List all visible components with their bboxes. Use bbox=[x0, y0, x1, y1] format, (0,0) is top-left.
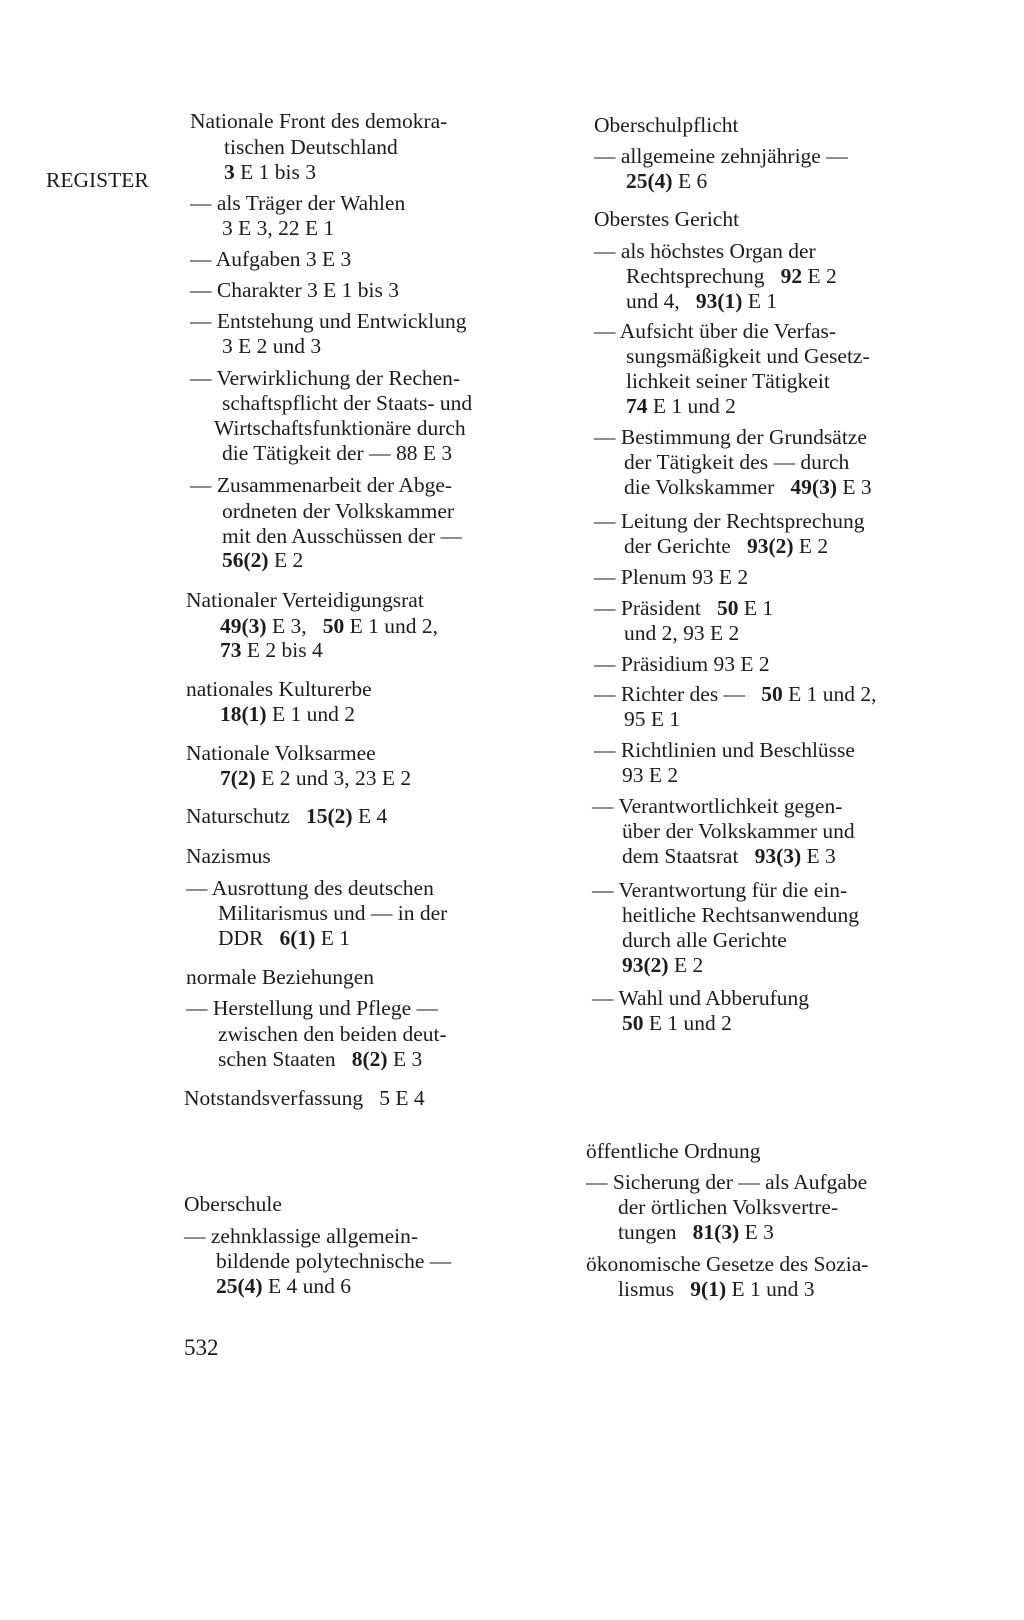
subentry: — Leitung der Rechtsprechung bbox=[594, 509, 865, 533]
ref-bold: 49(3) bbox=[220, 614, 267, 638]
entry-reference bbox=[626, 171, 707, 193]
ref-bold: 73 bbox=[220, 638, 242, 662]
entry-heading: Oberstes Gericht bbox=[594, 207, 740, 231]
ref-text: DDR bbox=[218, 926, 280, 950]
subentry bbox=[594, 684, 876, 706]
entry-heading: Nationale Front des demokra- bbox=[190, 109, 448, 133]
ref-text: E 1 und 2 bbox=[647, 394, 736, 418]
ref-text: E 1 bbox=[315, 926, 350, 950]
ref-text: E 1 bbox=[742, 289, 778, 313]
subentry: — zehnklassige allgemein- bbox=[184, 1224, 419, 1248]
ref-bold: 9(1) bbox=[690, 1277, 727, 1301]
subentry: — Zusammenarbeit der Abge- bbox=[190, 473, 453, 497]
subentry-cont: lichkeit seiner Tätigkeit bbox=[626, 369, 830, 393]
ref-bold: 3 bbox=[224, 160, 235, 184]
entry-heading: Nationaler Verteidigungsrat bbox=[186, 588, 424, 612]
entry-reference bbox=[626, 396, 736, 418]
ref-text: Rechtsprechung bbox=[626, 264, 781, 288]
entry-reference bbox=[622, 846, 836, 868]
ref-text: E 3 bbox=[739, 1220, 774, 1244]
ref-text: der Gerichte bbox=[624, 534, 747, 558]
subentry-cont: 95 E 1 bbox=[624, 707, 681, 731]
subentry-cont: durch alle Gerichte bbox=[622, 928, 787, 952]
subentry-cont: mit den Ausschüssen der — bbox=[222, 524, 463, 548]
subentry-cont: der Tätigkeit des — durch bbox=[624, 450, 850, 474]
ref-text: E 1 und 2, bbox=[782, 682, 877, 706]
ref-text: E 1 und 2 bbox=[643, 1011, 732, 1035]
subentry-cont: Militarismus und — in der bbox=[218, 901, 448, 925]
entry-heading bbox=[184, 1088, 425, 1110]
ref-text: — Richter des — bbox=[594, 682, 762, 706]
ref-bold: 93(1) bbox=[695, 289, 743, 313]
entry-reference bbox=[224, 162, 316, 184]
entry-heading: Oberschule bbox=[184, 1192, 282, 1216]
subentry: — Verantwortlichkeit gegen- bbox=[592, 794, 843, 818]
ref-text: E 1 und 3 bbox=[726, 1277, 815, 1301]
entry-heading: Nazismus bbox=[186, 844, 271, 868]
ref-bold: 50 bbox=[761, 682, 783, 706]
subentry-cont: ordneten der Volkskammer bbox=[222, 499, 455, 523]
subentry: — als Träger der Wahlen bbox=[190, 191, 406, 215]
subentry-cont: zwischen den beiden deut- bbox=[218, 1022, 447, 1046]
entry-reference bbox=[624, 536, 828, 558]
ref-bold: 56(2) bbox=[222, 548, 269, 572]
entry-heading: Nationale Volksarmee bbox=[186, 741, 376, 765]
subentry: — Ausrottung des deutschen bbox=[186, 876, 434, 900]
page-number: 532 bbox=[184, 1335, 219, 1360]
ref-text: E 2 bbox=[668, 953, 704, 977]
ref-text: E 3 bbox=[837, 475, 872, 499]
entry-reference bbox=[216, 1276, 351, 1298]
ref-bold: 50 bbox=[622, 1011, 644, 1035]
ref-text: 5 E 4 bbox=[379, 1086, 425, 1110]
subentry bbox=[594, 598, 773, 620]
subentry: — als höchstes Organ der bbox=[594, 239, 816, 263]
subentry: — Plenum 93 E 2 bbox=[594, 565, 749, 589]
subentry: — Wahl und Abberufung bbox=[592, 986, 810, 1010]
ref-text: E 4 bbox=[352, 804, 388, 828]
entry-heading bbox=[186, 806, 387, 828]
subentry-cont: Wirtschaftsfunktionäre durch bbox=[214, 416, 466, 440]
ref-bold: 25(4) bbox=[216, 1274, 263, 1298]
entry-reference bbox=[220, 768, 411, 790]
ref-text: E 3 bbox=[801, 844, 836, 868]
entry-heading: öffentliche Ordnung bbox=[586, 1139, 761, 1163]
entry-reference bbox=[220, 640, 323, 662]
entry-reference bbox=[622, 1013, 732, 1035]
subentry-cont: und 2, 93 E 2 bbox=[624, 621, 740, 645]
subentry-cont: heitliche Rechtsanwendung bbox=[622, 903, 860, 927]
ref-bold: 74 bbox=[626, 394, 648, 418]
entry-reference bbox=[618, 1279, 815, 1301]
subentry: — Aufsicht über die Verfas- bbox=[594, 319, 837, 343]
ref-bold: 6(1) bbox=[279, 926, 316, 950]
subentry-cont: sungsmäßigkeit und Gesetz- bbox=[626, 344, 870, 368]
subentry: — Verwirklichung der Rechen- bbox=[190, 366, 461, 390]
entry-heading-cont: tischen Deutschland bbox=[224, 135, 398, 159]
ref-bold: 92 bbox=[780, 264, 803, 288]
entry-reference bbox=[626, 266, 837, 288]
subentry: — Herstellung und Pflege — bbox=[186, 996, 438, 1020]
ref-text: E 1 bbox=[738, 596, 774, 620]
ref-text: E 2 bbox=[268, 548, 304, 572]
subentry-cont: über der Volkskammer und bbox=[622, 819, 855, 843]
ref-bold: 50 bbox=[717, 596, 739, 620]
subentry-cont: bildende polytechnische — bbox=[216, 1249, 452, 1273]
ref-bold: 18(1) bbox=[220, 702, 267, 726]
entry-reference bbox=[626, 291, 777, 313]
subentry-cont: der örtlichen Volksvertre- bbox=[618, 1195, 839, 1219]
ref-text: die Volkskammer bbox=[624, 475, 791, 499]
ref-bold: 7(2) bbox=[220, 766, 256, 790]
entry-reference bbox=[222, 550, 303, 572]
ref-text: E 2 und 3, 23 E 2 bbox=[255, 766, 412, 790]
subentry-cont: die Tätigkeit der — 88 E 3 bbox=[222, 441, 453, 465]
ref-text: lismus bbox=[618, 1277, 691, 1301]
ref-text: tungen bbox=[618, 1220, 693, 1244]
ref-text: E 2 bbox=[793, 534, 829, 558]
ref-bold: 93(3) bbox=[754, 844, 802, 868]
ref-text: — Präsident bbox=[594, 596, 718, 620]
ref-text: E 1 und 2, bbox=[344, 614, 438, 638]
subentry-cont: 93 E 2 bbox=[622, 763, 679, 787]
entry-heading: ökonomische Gesetze des Sozia- bbox=[586, 1252, 869, 1276]
entry-heading: Oberschulpflicht bbox=[594, 113, 739, 137]
entry-reference bbox=[220, 616, 438, 638]
ref-bold: 81(3) bbox=[692, 1220, 740, 1244]
ref-bold: 15(2) bbox=[306, 804, 353, 828]
subentry-cont: 3 E 3, 22 E 1 bbox=[222, 216, 335, 240]
ref-text: E 2 bis 4 bbox=[241, 638, 323, 662]
ref-bold: 93(2) bbox=[746, 534, 794, 558]
entry-heading: nationales Kulturerbe bbox=[186, 677, 372, 701]
ref-text: E 2 bbox=[802, 264, 837, 288]
ref-text: und 4, bbox=[626, 289, 696, 313]
ref-bold: 49(3) bbox=[790, 475, 837, 499]
ref-bold: 93(2) bbox=[622, 953, 669, 977]
heading-text: Notstandsverfassung bbox=[184, 1086, 380, 1110]
subentry: — allgemeine zehnjährige — bbox=[594, 144, 848, 168]
ref-text: E 3 bbox=[387, 1047, 423, 1071]
subentry: — Entstehung und Entwicklung bbox=[190, 309, 467, 333]
subentry: — Präsidium 93 E 2 bbox=[594, 652, 770, 676]
subentry: — Verantwortung für die ein- bbox=[592, 878, 848, 902]
ref-text: E 3, bbox=[266, 614, 323, 638]
subentry-cont: schaftspflicht der Staats- und bbox=[222, 391, 473, 415]
entry-reference bbox=[220, 704, 355, 726]
entry-reference bbox=[622, 955, 703, 977]
entry-reference bbox=[624, 477, 872, 499]
ref-text: E 1 bis 3 bbox=[234, 160, 316, 184]
ref-text: dem Staatsrat bbox=[622, 844, 755, 868]
ref-bold: 8(2) bbox=[351, 1047, 388, 1071]
entry-heading: normale Beziehungen bbox=[186, 965, 375, 989]
subentry: — Bestimmung der Grundsätze bbox=[594, 425, 867, 449]
ref-text: E 4 und 6 bbox=[262, 1274, 351, 1298]
heading-text: Naturschutz bbox=[186, 804, 307, 828]
ref-bold: 50 bbox=[322, 614, 345, 638]
ref-text: schen Staaten bbox=[218, 1047, 352, 1071]
ref-text: E 1 und 2 bbox=[266, 702, 355, 726]
ref-text: E 6 bbox=[672, 169, 708, 193]
entry-reference bbox=[218, 928, 350, 950]
entry-reference bbox=[618, 1222, 774, 1244]
subentry: — Aufgaben 3 E 3 bbox=[190, 247, 352, 271]
subentry-cont: 3 E 2 und 3 bbox=[222, 334, 322, 358]
section-label: REGISTER bbox=[46, 168, 149, 192]
entry-reference bbox=[218, 1049, 422, 1071]
ref-bold: 25(4) bbox=[626, 169, 673, 193]
subentry: — Richtlinien und Beschlüsse bbox=[594, 738, 855, 762]
subentry: — Charakter 3 E 1 bis 3 bbox=[190, 278, 399, 302]
subentry: — Sicherung der — als Aufgabe bbox=[586, 1170, 868, 1194]
